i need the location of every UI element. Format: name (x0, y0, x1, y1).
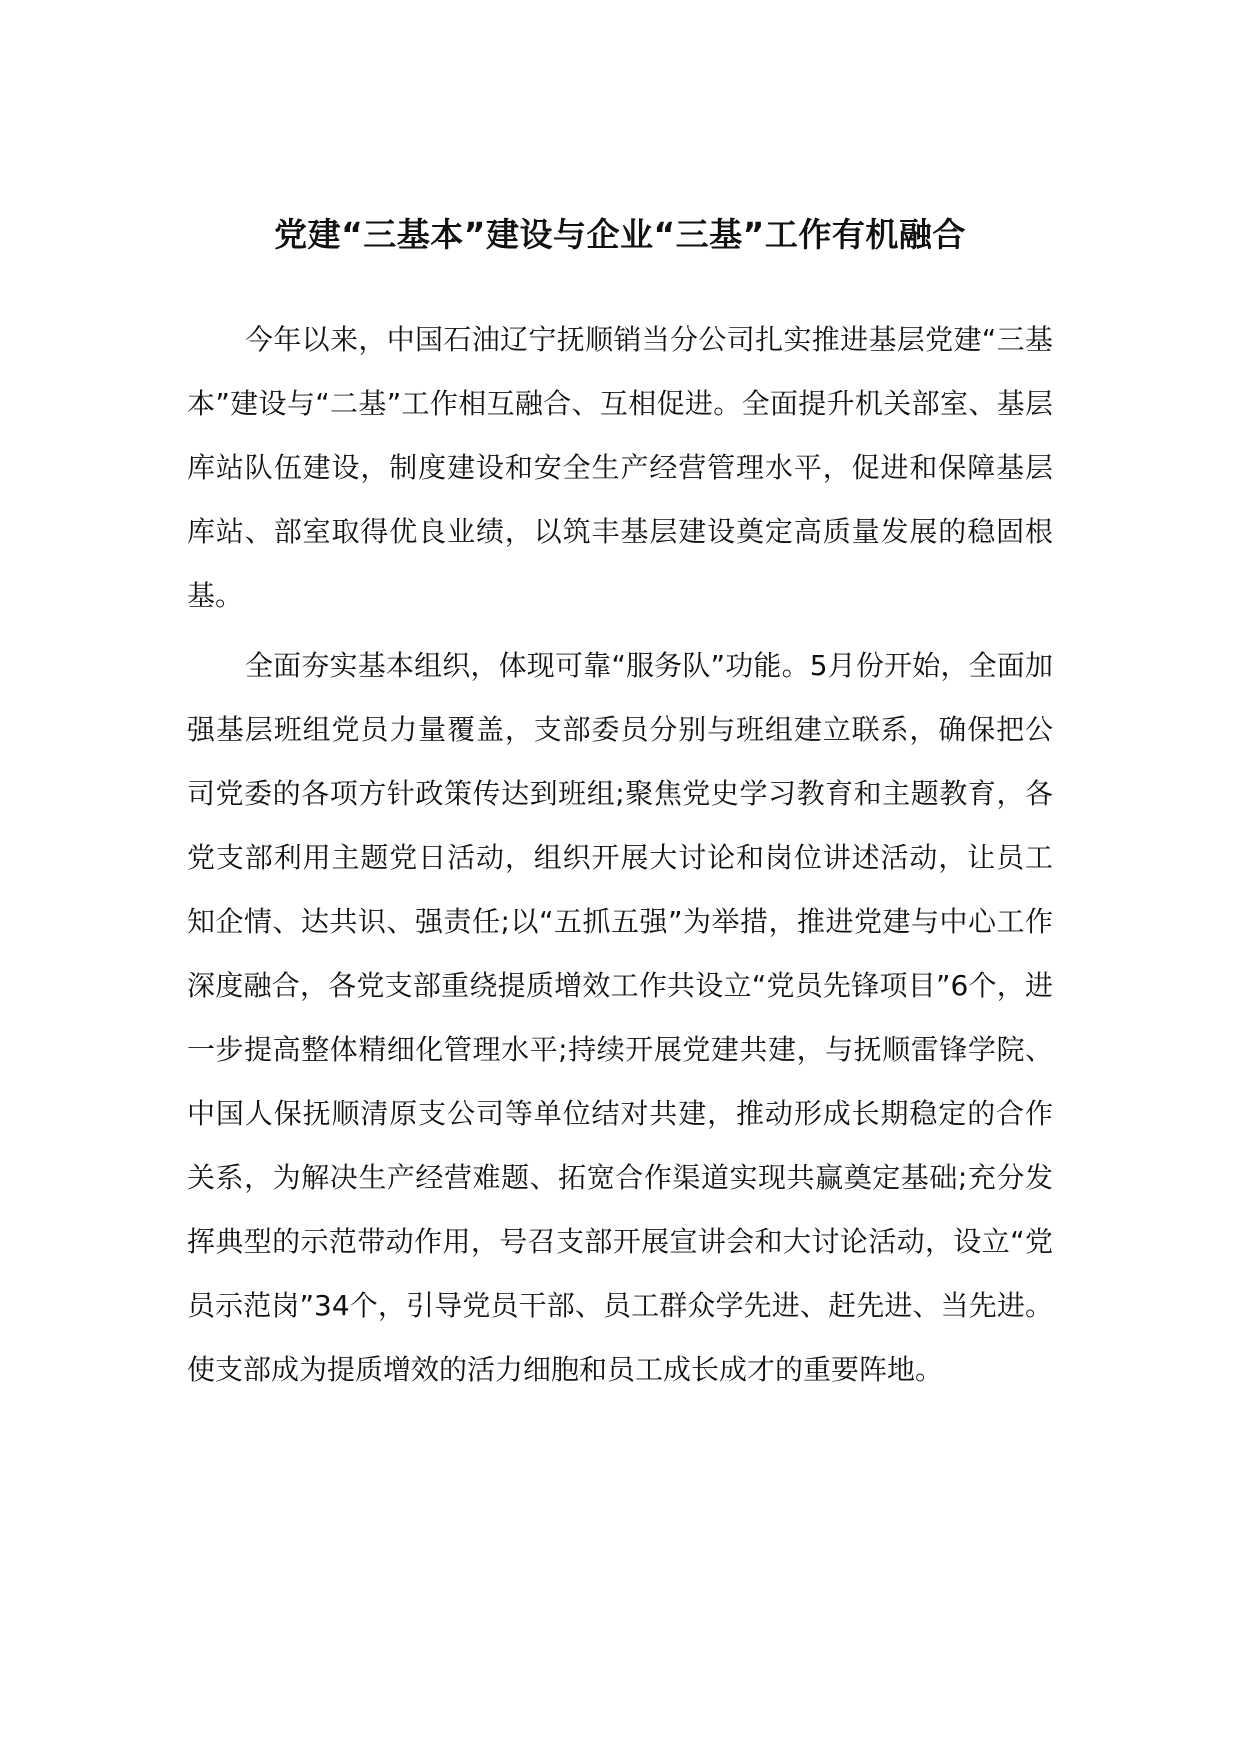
paragraph-intro: 今年以来，中国石油辽宁抚顺销当分公司扎实推进基层党建“三基本”建设与“二基”工作相互融合、互相促进。全面提升机关部室、基层库站队伍建设，制度建设和安全生产经营管理水平，促进和保障基层库站、部室取得优良业绩，以筑丰基层建设奠定高质量发展的稳固根基。 (187, 323, 1053, 612)
document-body (187, 308, 1053, 1402)
document-title: 党建“三基本”建设与企业“三基”工作有机融合 (274, 215, 966, 254)
paragraph-basic-organization: 全面夯实基本组织，体现可靠“服务队”功能。5月份开始，全面加强基层班组党员力量覆盖，支部委员分别与班组建立联系，确保把公司党委的各项方针政策传达到班组;聚焦党史学习教育和主题教育，各党支部利用主题党日活动，组织开展大讨论和岗位讲述活动，让员工知企情、达共识、强责任;以“五抓五强”为举措，推进党建与中心工作深度融合，各党支部重绕提质增效工作共设立“党员先锋项目”6个，进一步提高整体精细化管理水平;持续开展党建共建，与抚顺雷锋学院、中国人保抚顺清原支公司等单位结对共建，推动形成长期稳定的合作关系，为解决生产经营难题、拓宽合作渠道实现共赢奠定基础;充分发挥典型的示范带动作用，号召支部开展宣讲会和大讨论活动，设立“党员示范岗”34个，引导党员干部、员工群众学先进、赶先进、当先进。使支部成为提质增效的活力细胞和员工成长成才的重要阵地。 (187, 649, 1053, 1386)
